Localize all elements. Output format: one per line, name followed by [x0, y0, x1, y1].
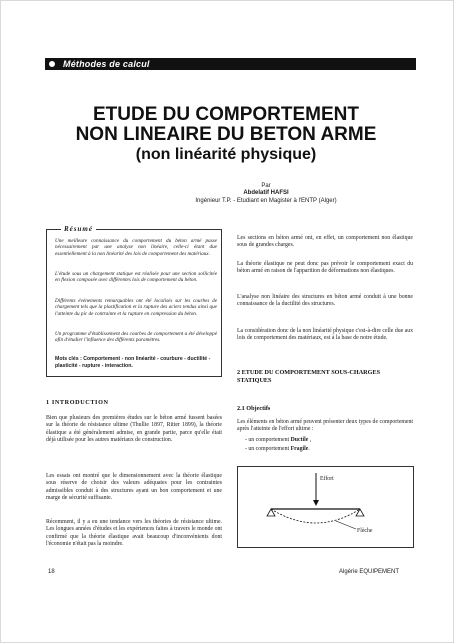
abstract-paragraph: Une meilleure connaissance du comportement du béton armé passe nécessairement par une analyse non linéaire, celle-ci étant due essentiellement à la non linéarité des lois de comportement des matériaux. — [55, 238, 217, 257]
page-number: 18 — [48, 569, 55, 575]
bullet-item-fragile: - un comportement Fragile. — [245, 446, 310, 452]
beam-deflection-figure — [237, 466, 414, 548]
body-paragraph: L'analyse non linéaire des structures en béton armé conduit à une bonne connaissance de la ductilité des structures. — [237, 294, 413, 308]
abstract-paragraph: Un programme d'établissement des courbes de comportement a été développé afin d'étudier l'influence des différents paramètres. — [55, 331, 217, 344]
section-label: Méthodes de calcul — [63, 59, 150, 69]
body-paragraph: Les sections en béton armé ont, en effet, un comportement non élastique sous de grandes charges. — [237, 235, 413, 249]
article-subtitle: (non linéarité physique) — [135, 146, 317, 163]
deflected-beam-curve — [271, 509, 360, 523]
subsection-heading-objectifs: 2.1 Objectifs — [237, 405, 271, 412]
body-paragraph: La considération donc de la non linéarité physique c'est-à-dire celle due aux lois de comportement des matériaux, est à la base de notre étude. — [237, 328, 414, 342]
abstract-title: Résumé — [61, 225, 96, 234]
author-affiliation: Ingénieur T.P. - Etudiant en Magister à l'ENTP (Alger) — [195, 198, 337, 204]
body-paragraph: Les essais ont montré que le dimensionnement avec la théorie élastique sous réserve de choisir des valeurs adéquates pour les contraintes admissibles conduit à des structures ayant un bon comportement et une marge de sécurité suffisante. — [46, 473, 222, 502]
effort-label: Effort — [320, 476, 334, 482]
fleche-label: Flèche — [357, 528, 373, 534]
journal-name: Algérie EQUIPEMENT — [339, 569, 400, 575]
author-name: Abdelatif HAFSI — [243, 190, 289, 196]
abstract-paragraph: L'étude sous un chargement statique est réalisée pour une section sollicitée en flexion composée avec différentes lois de comportement du béton. — [55, 271, 217, 284]
keywords-list: Comportement - non linéarité - courbure - ductilité - plasticité - rupture - interaction. — [55, 356, 211, 369]
abstract-box — [46, 225, 222, 377]
section-header-band — [45, 58, 416, 70]
body-paragraph: La théorie élastique ne peut donc pas prévoir le comportement exact du béton armé en raison de l'apparition de déformations non élastiques. — [237, 261, 413, 275]
body-paragraph: Récemment, il y a eu une tendance vers les théories de résistance ultime. Les longues années d'études et les expériences faites à travers le monde ont confirmé que la théorie élastique avait beaucoup d'inconvénients dont l'économie n'était pas la moindre. — [46, 519, 222, 548]
keywords-label: Mots clés : — [55, 356, 82, 362]
bullet-icon — [49, 61, 55, 67]
bullet-item-ductile: - un comportement Ductile , — [245, 437, 312, 443]
article-title-line-2: NON LINEAIRE DU BETON ARME — [75, 124, 377, 145]
right-support-icon — [356, 509, 364, 516]
article-title-line-1: ETUDE DU COMPORTEMENT — [93, 104, 359, 125]
body-paragraph: Les éléments en béton armé peuvent présenter deux types de comportement après l'atteinte de l'effort ultime : — [237, 419, 413, 433]
left-support-icon — [267, 509, 275, 516]
load-arrowhead-icon — [313, 500, 319, 506]
byline-par: Par — [261, 183, 271, 189]
body-paragraph: Bien que plusieurs des premières études sur le béton armé fussent basées sur la théorie de résistance ultime (Thullie 1897, Ritter 1899), la théorie élastique a été généralement admise, en grande partie, parce qu'elle était déjà utilisée pour les autres matériaux de construction. — [46, 415, 222, 444]
abstract-paragraph: Différents événements remarquables ont été localisés sur les courbes de chargement tels que la plastification et la rupture des aciers tendus ainsi que l'atteinte du pic de contrainte et la rupture en compression du béton. — [55, 298, 217, 317]
deflection-leader-line — [336, 521, 356, 529]
keywords — [55, 356, 217, 370]
section-heading-introduction: 1 INTRODUCTION — [46, 399, 109, 406]
section-heading-etude: 2 ETUDE DU COMPORTEMENT SOUS-CHARGES STATIQUES — [237, 369, 381, 384]
